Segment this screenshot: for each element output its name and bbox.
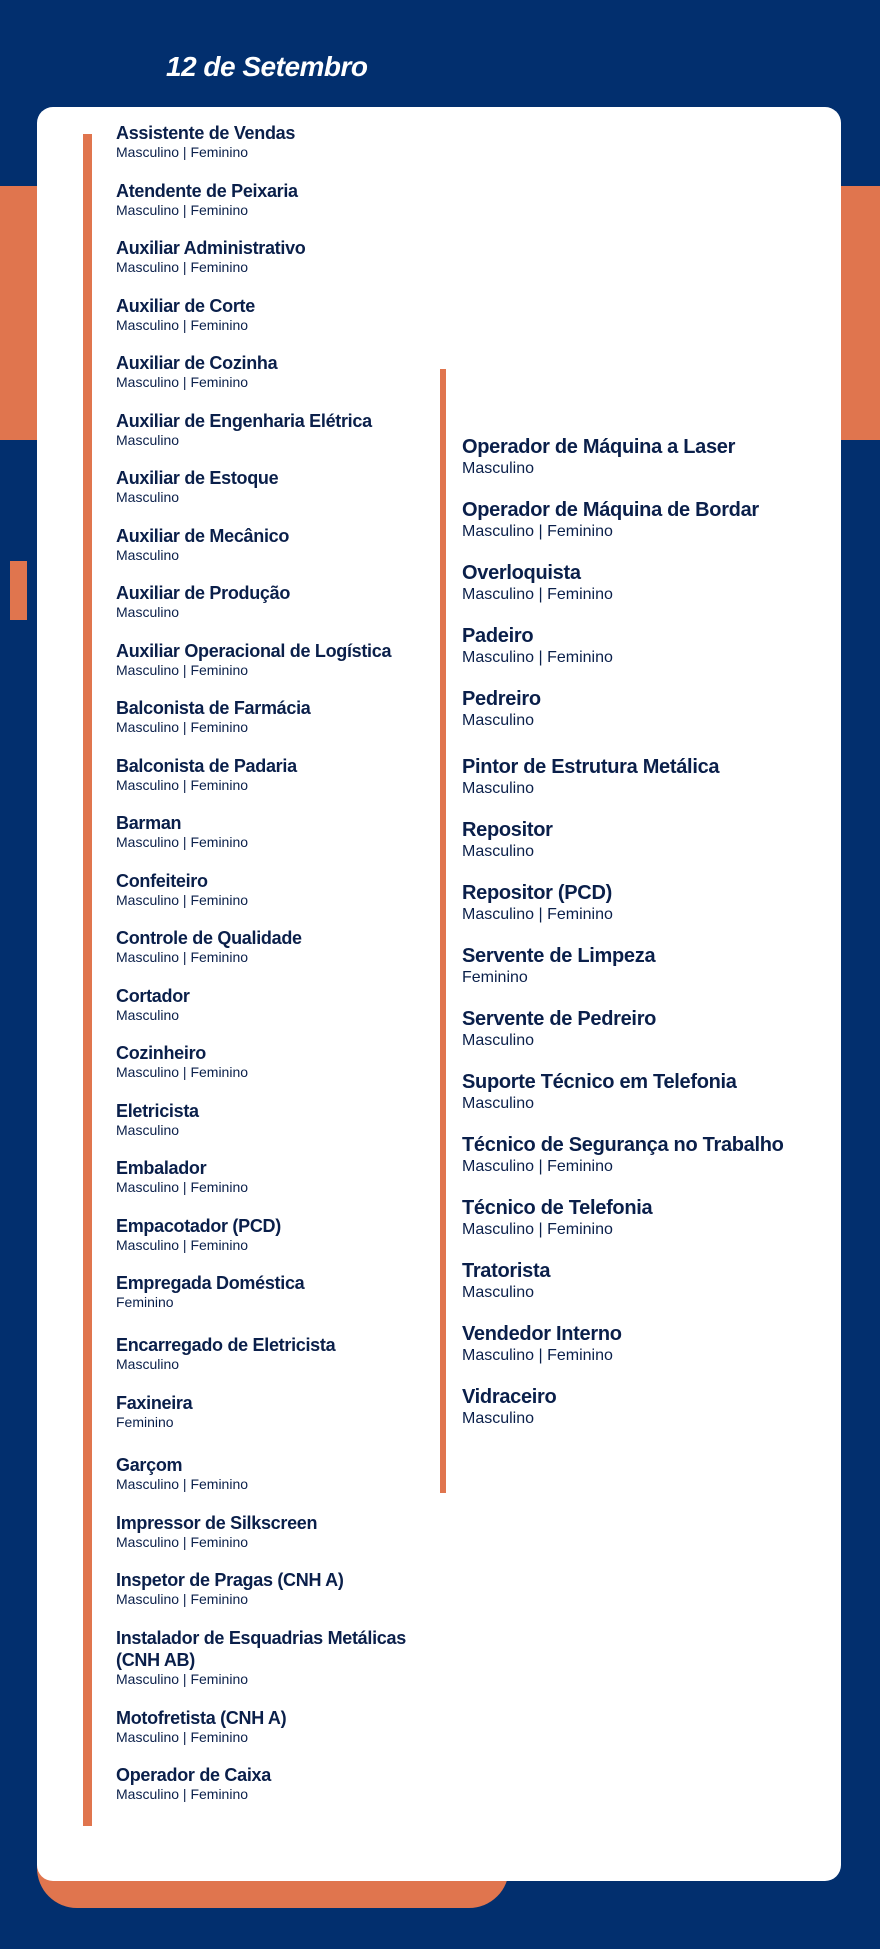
job-title: Assistente de Vendas	[116, 123, 296, 143]
job-title: Auxiliar de Produção	[116, 583, 291, 603]
job-item	[116, 640, 446, 679]
job-gender: Masculino | Feminino	[462, 906, 613, 923]
job-gender: Masculino	[116, 1356, 180, 1372]
job-item	[462, 687, 832, 730]
job-title: Encarregado de Eletricista	[116, 1335, 336, 1355]
job-item	[116, 1454, 446, 1493]
job-item	[116, 237, 446, 276]
job-title: Balconista de Padaria	[116, 755, 297, 776]
job-title: Técnico de Segurança no Trabalho	[462, 1134, 784, 1156]
job-gender: Masculino | Feminino	[116, 1671, 249, 1687]
job-gender: Masculino	[116, 1006, 180, 1023]
job-item	[462, 818, 832, 861]
job-item	[462, 1007, 832, 1050]
job-gender: Masculino	[462, 460, 535, 477]
job-gender: Masculino | Feminino	[116, 949, 249, 965]
job-gender: Masculino	[462, 712, 535, 729]
job-title: Técnico de Telefonia	[462, 1197, 653, 1219]
job-item	[116, 1100, 446, 1139]
job-item	[116, 122, 446, 161]
job-title: Barman	[116, 813, 182, 833]
job-title: Auxiliar de Corte	[116, 295, 255, 316]
job-item	[462, 561, 832, 604]
job-title: Faxineira	[116, 1393, 193, 1413]
job-gender: Masculino	[462, 1410, 535, 1427]
job-gender: Masculino | Feminino	[116, 1534, 249, 1550]
job-title: Repositor	[462, 819, 553, 841]
job-title: Pintor de Estrutura Metálica	[462, 756, 720, 778]
job-title: Operador de Máquina a Laser	[462, 436, 736, 458]
job-gender: Masculino | Feminino	[116, 1786, 249, 1802]
job-title: Repositor (PCD)	[462, 882, 612, 904]
job-title: Auxiliar de Cozinha	[116, 353, 278, 373]
job-item	[116, 295, 446, 334]
job-item	[462, 1196, 832, 1239]
job-title: Instalador de Esquadrias Metálicas (CNH AB)	[116, 1628, 406, 1670]
job-item	[116, 1334, 446, 1373]
job-title: Tratorista	[462, 1260, 551, 1282]
job-item	[462, 498, 832, 541]
job-gender: Masculino | Feminino	[462, 523, 613, 540]
job-gender: Masculino | Feminino	[116, 834, 249, 850]
job-gender: Masculino	[116, 546, 180, 563]
job-gender: Feminino	[116, 1414, 174, 1430]
job-title: Empregada Doméstica	[116, 1273, 305, 1293]
job-gender: Masculino | Feminino	[462, 649, 613, 666]
page-title: 12 de Setembro	[166, 51, 368, 82]
job-gender: Masculino	[462, 1095, 535, 1112]
job-title: Empacotador (PCD)	[116, 1215, 281, 1236]
job-item	[116, 352, 446, 391]
job-item	[116, 582, 446, 621]
job-title: Motofretista (CNH A)	[116, 1708, 287, 1728]
job-gender: Masculino	[116, 1121, 180, 1138]
job-title: Servente de Limpeza	[462, 945, 656, 967]
job-item	[462, 1133, 832, 1176]
job-gender: Masculino	[116, 431, 180, 448]
job-title: Cortador	[116, 985, 190, 1006]
decorative-orange-tab	[10, 561, 27, 620]
job-item	[116, 927, 446, 966]
job-title: Overloquista	[462, 562, 581, 584]
job-gender: Masculino | Feminino	[116, 1591, 249, 1607]
job-item	[116, 812, 446, 851]
job-gender: Masculino | Feminino	[116, 201, 249, 218]
job-item	[462, 1259, 832, 1302]
job-title: Servente de Pedreiro	[462, 1008, 657, 1030]
job-title: Auxiliar Administrativo	[116, 238, 306, 258]
job-title: Padeiro	[462, 625, 534, 647]
job-item	[116, 1215, 446, 1254]
job-item	[116, 1569, 446, 1608]
job-gender: Masculino | Feminino	[116, 776, 249, 793]
job-gender: Masculino | Feminino	[116, 1064, 249, 1080]
job-gender: Masculino | Feminino	[116, 1729, 249, 1745]
job-gender: Feminino	[462, 969, 528, 986]
job-item	[116, 1764, 446, 1803]
job-list-card	[37, 107, 841, 1881]
job-title: Operador de Máquina de Bordar	[462, 499, 759, 521]
job-title: Auxiliar Operacional de Logística	[116, 640, 392, 661]
job-item	[116, 1627, 446, 1688]
job-title: Impressor de Silkscreen	[116, 1513, 318, 1533]
job-gender: Masculino | Feminino	[116, 259, 249, 275]
job-item	[116, 467, 446, 506]
job-gender: Masculino | Feminino	[116, 661, 249, 678]
job-title: Garçom	[116, 1455, 183, 1475]
job-item	[116, 985, 446, 1024]
job-gender: Masculino	[462, 1032, 535, 1049]
job-item	[462, 755, 832, 798]
job-item	[116, 1512, 446, 1551]
job-gender: Masculino | Feminino	[116, 316, 249, 333]
job-item	[116, 1157, 446, 1196]
job-item	[462, 944, 832, 987]
job-item	[462, 1070, 832, 1113]
job-gender: Masculino	[462, 1284, 535, 1301]
job-gender: Masculino | Feminino	[116, 374, 249, 390]
job-title: Eletricista	[116, 1100, 199, 1121]
job-gender: Masculino	[116, 489, 180, 505]
job-item	[462, 1322, 832, 1365]
job-gender: Masculino | Feminino	[462, 1158, 613, 1175]
job-title: Confeiteiro	[116, 870, 208, 891]
job-title: Suporte Técnico em Telefonia	[462, 1071, 737, 1093]
job-gender: Masculino | Feminino	[116, 1236, 249, 1253]
job-gender: Masculino | Feminino	[116, 719, 249, 735]
job-title: Vendedor Interno	[462, 1323, 622, 1345]
job-title: Controle de Qualidade	[116, 928, 302, 948]
job-title: Atendente de Peixaria	[116, 180, 298, 201]
job-title: Auxiliar de Estoque	[116, 468, 279, 488]
job-title: Auxiliar de Mecânico	[116, 525, 290, 546]
job-item	[116, 870, 446, 909]
job-title: Auxiliar de Engenharia Elétrica	[116, 410, 372, 431]
job-gender: Masculino | Feminino	[462, 1221, 613, 1238]
job-gender: Masculino | Feminino	[116, 1476, 249, 1492]
job-item	[116, 525, 446, 564]
job-item	[116, 410, 446, 449]
job-item	[462, 881, 832, 924]
job-item	[462, 1385, 832, 1428]
job-title: Vidraceiro	[462, 1386, 557, 1408]
job-item	[462, 435, 832, 478]
job-gender: Masculino	[462, 843, 535, 860]
job-title: Operador de Caixa	[116, 1765, 271, 1785]
job-item	[116, 697, 446, 736]
job-item	[116, 180, 446, 219]
job-gender: Masculino	[462, 780, 535, 797]
left-accent-bar	[83, 134, 92, 1826]
job-item	[116, 1272, 446, 1311]
job-gender: Feminino	[116, 1294, 174, 1310]
job-gender: Masculino	[116, 604, 180, 620]
job-title: Pedreiro	[462, 688, 541, 710]
job-gender: Masculino | Feminino	[462, 1347, 613, 1364]
job-item	[116, 1392, 446, 1431]
job-item	[116, 1042, 446, 1081]
job-item	[462, 624, 832, 667]
job-title: Embalador	[116, 1158, 207, 1178]
job-title: Balconista de Farmácia	[116, 698, 311, 718]
job-item	[116, 755, 446, 794]
job-gender: Masculino | Feminino	[116, 144, 249, 160]
job-item	[116, 1707, 446, 1746]
job-title: Inspetor de Pragas (CNH A)	[116, 1570, 344, 1590]
job-gender: Masculino | Feminino	[116, 1179, 249, 1195]
job-gender: Masculino | Feminino	[116, 891, 249, 908]
job-title: Cozinheiro	[116, 1043, 206, 1063]
job-gender: Masculino | Feminino	[462, 586, 613, 603]
